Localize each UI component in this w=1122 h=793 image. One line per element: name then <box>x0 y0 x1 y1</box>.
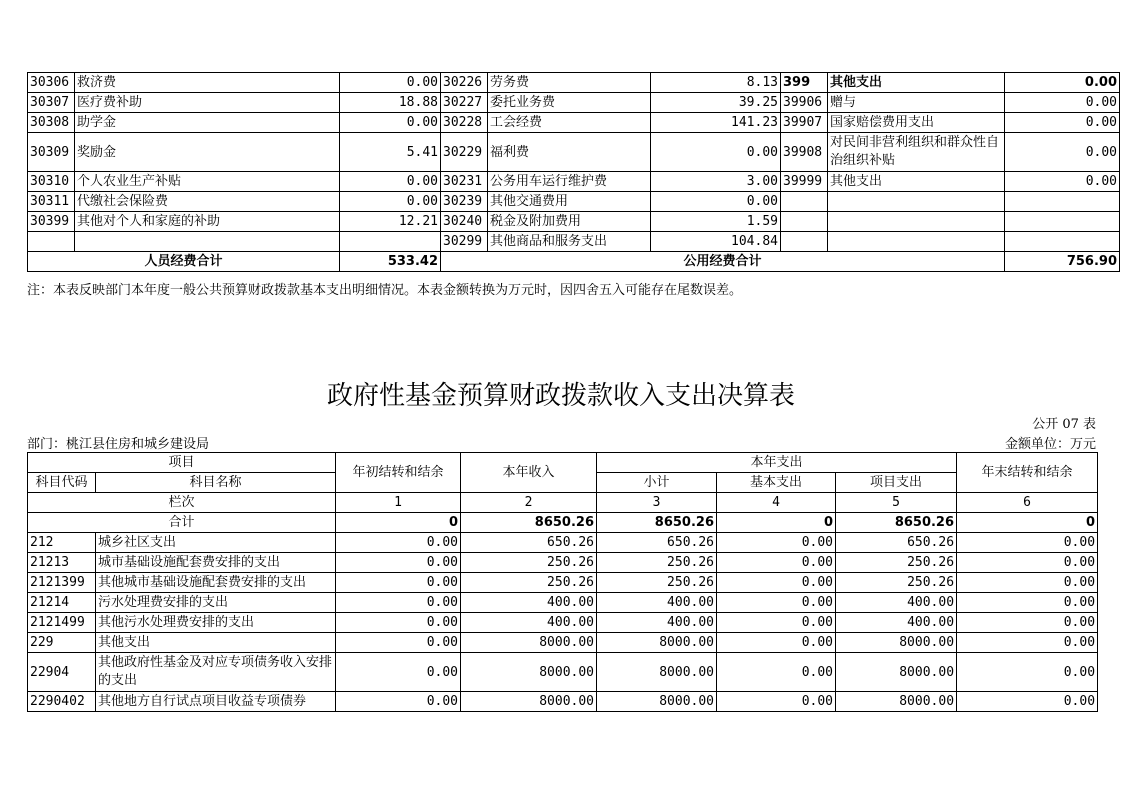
cell-amount: 0.00 <box>1005 133 1120 172</box>
cell-project: 250.26 <box>836 573 957 593</box>
cell-code: 30310 <box>28 172 75 192</box>
cell-basic: 0.00 <box>717 593 836 613</box>
header-closing: 年末结转和结余 <box>957 453 1098 493</box>
table-row <box>28 113 1120 133</box>
cell-name: 其他商品和服务支出 <box>488 232 651 252</box>
header-project: 项目支出 <box>836 473 957 493</box>
column-number-row <box>28 493 1098 513</box>
personnel-total-value: 533.42 <box>340 252 441 272</box>
cell-amount: 18.88 <box>340 93 441 113</box>
cell-basic: 0.00 <box>717 653 836 692</box>
table-row <box>28 653 1098 692</box>
cell-income: 8000.00 <box>461 653 597 692</box>
cell-name: 其他对个人和家庭的补助 <box>75 212 340 232</box>
cell-name: 其他交通费用 <box>488 192 651 212</box>
cell-name: 其他污水处理费安排的支出 <box>96 613 336 633</box>
cell-code: 2121499 <box>28 613 96 633</box>
cell-name <box>828 232 1005 252</box>
cell-amount: 104.84 <box>651 232 781 252</box>
header-opening: 年初结转和结余 <box>336 453 461 493</box>
cell-basic: 0.00 <box>717 633 836 653</box>
table-note: 注：本表反映部门本年度一般公共预算财政拨款基本支出明细情况。本表金额转换为万元时，因四舍五入可能存在尾数误差。 <box>27 283 743 298</box>
cell-name <box>828 192 1005 212</box>
cell-income: 400.00 <box>461 613 597 633</box>
cell-basic: 0.00 <box>717 553 836 573</box>
cell-name: 其他政府性基金及对应专项债务收入安排的支出 <box>96 653 336 692</box>
grand-total-row <box>28 513 1098 533</box>
cell-name: 公务用车运行维护费 <box>488 172 651 192</box>
cell-name: 国家赔偿费用支出 <box>828 113 1005 133</box>
cell-subtotal: 650.26 <box>597 533 717 553</box>
cell-opening: 0.00 <box>336 692 461 712</box>
cell-code: 39906 <box>781 93 828 113</box>
cell-amount <box>1005 212 1120 232</box>
cell-project: 8000.00 <box>836 653 957 692</box>
cell-subtotal: 8000.00 <box>597 653 717 692</box>
cell-opening: 0.00 <box>336 633 461 653</box>
col-num-5: 5 <box>836 493 957 513</box>
cell-basic: 0.00 <box>717 573 836 593</box>
cell-closing: 0.00 <box>957 653 1098 692</box>
cell-amount: 0.00 <box>340 172 441 192</box>
cell-amount: 141.23 <box>651 113 781 133</box>
public-total-label: 公用经费合计 <box>441 252 1005 272</box>
cell-code <box>781 212 828 232</box>
header-item: 项目 <box>28 453 336 473</box>
cell-name: 对民间非营利组织和群众性自治组织补贴 <box>828 133 1005 172</box>
cell-amount: 0.00 <box>651 192 781 212</box>
expense-total-row <box>28 252 1120 272</box>
cell-code: 399 <box>781 73 828 93</box>
basic-expense-detail-table <box>27 72 1120 272</box>
total-basic: 0 <box>717 513 836 533</box>
cell-amount <box>1005 232 1120 252</box>
cell-code: 30229 <box>441 133 488 172</box>
cell-basic: 0.00 <box>717 533 836 553</box>
col-num-3: 3 <box>597 493 717 513</box>
public-total-value: 756.90 <box>1005 252 1120 272</box>
cell-code: 30399 <box>28 212 75 232</box>
cell-code <box>781 192 828 212</box>
header-row-1 <box>28 453 1098 473</box>
cell-name: 其他城市基础设施配套费安排的支出 <box>96 573 336 593</box>
cell-code: 22904 <box>28 653 96 692</box>
table-code: 公开 07 表 <box>1032 417 1096 432</box>
cell-name: 奖励金 <box>75 133 340 172</box>
cell-basic: 0.00 <box>717 613 836 633</box>
cell-income: 650.26 <box>461 533 597 553</box>
cell-amount: 39.25 <box>651 93 781 113</box>
cell-name: 污水处理费安排的支出 <box>96 593 336 613</box>
cell-code: 30299 <box>441 232 488 252</box>
header-income: 本年收入 <box>461 453 597 493</box>
col-num-2: 2 <box>461 493 597 513</box>
cell-name: 个人农业生产补贴 <box>75 172 340 192</box>
header-basic: 基本支出 <box>717 473 836 493</box>
total-project: 8650.26 <box>836 513 957 533</box>
total-opening: 0 <box>336 513 461 533</box>
cell-subtotal: 250.26 <box>597 553 717 573</box>
cell-opening: 0.00 <box>336 533 461 553</box>
cell-subtotal: 8000.00 <box>597 692 717 712</box>
header-subject-name: 科目名称 <box>96 473 336 493</box>
cell-closing: 0.00 <box>957 613 1098 633</box>
cell-amount: 0.00 <box>1005 172 1120 192</box>
cell-project: 250.26 <box>836 553 957 573</box>
cell-code <box>781 232 828 252</box>
cell-project: 400.00 <box>836 613 957 633</box>
cell-closing: 0.00 <box>957 553 1098 573</box>
cell-name: 委托业务费 <box>488 93 651 113</box>
cell-subtotal: 8000.00 <box>597 633 717 653</box>
cell-amount: 12.21 <box>340 212 441 232</box>
cell-amount: 0.00 <box>1005 93 1120 113</box>
table-row <box>28 93 1120 113</box>
cell-subtotal: 400.00 <box>597 613 717 633</box>
table-row <box>28 212 1120 232</box>
cell-income: 250.26 <box>461 553 597 573</box>
cell-code: 2121399 <box>28 573 96 593</box>
cell-amount: 3.00 <box>651 172 781 192</box>
cell-name: 其他支出 <box>828 172 1005 192</box>
basic-expense-detail-body <box>28 73 1120 252</box>
cell-name: 税金及附加费用 <box>488 212 651 232</box>
cell-income: 250.26 <box>461 573 597 593</box>
cell-name: 城市基础设施配套费安排的支出 <box>96 553 336 573</box>
table-row <box>28 593 1098 613</box>
cell-name: 其他地方自行试点项目收益专项债券 <box>96 692 336 712</box>
department-label: 部门：桃江县住房和城乡建设局 <box>27 437 210 452</box>
cell-name: 福利费 <box>488 133 651 172</box>
cell-opening: 0.00 <box>336 653 461 692</box>
table-row <box>28 573 1098 593</box>
grand-total-label: 合计 <box>28 513 336 533</box>
cell-project: 400.00 <box>836 593 957 613</box>
cell-code: 30228 <box>441 113 488 133</box>
cell-code: 30307 <box>28 93 75 113</box>
cell-name: 救济费 <box>75 73 340 93</box>
cell-opening: 0.00 <box>336 593 461 613</box>
cell-closing: 0.00 <box>957 533 1098 553</box>
cell-income: 400.00 <box>461 593 597 613</box>
cell-code: 39908 <box>781 133 828 172</box>
table-row <box>28 133 1120 172</box>
cell-code: 229 <box>28 633 96 653</box>
fund-budget-table <box>27 452 1098 712</box>
cell-subtotal: 250.26 <box>597 573 717 593</box>
cell-code: 39907 <box>781 113 828 133</box>
cell-amount: 0.00 <box>340 73 441 93</box>
cell-opening: 0.00 <box>336 573 461 593</box>
cell-name: 工会经费 <box>488 113 651 133</box>
cell-code: 30308 <box>28 113 75 133</box>
header-subtotal: 小计 <box>597 473 717 493</box>
cell-name: 医疗费补助 <box>75 93 340 113</box>
cell-closing: 0.00 <box>957 692 1098 712</box>
cell-code: 39999 <box>781 172 828 192</box>
cell-amount: 8.13 <box>651 73 781 93</box>
cell-name: 代缴社会保险费 <box>75 192 340 212</box>
cell-name: 劳务费 <box>488 73 651 93</box>
table-row <box>28 692 1098 712</box>
cell-name <box>828 212 1005 232</box>
cell-closing: 0.00 <box>957 593 1098 613</box>
cell-name: 助学金 <box>75 113 340 133</box>
cell-name: 城乡社区支出 <box>96 533 336 553</box>
table-row <box>28 553 1098 573</box>
col-num-4: 4 <box>717 493 836 513</box>
cell-amount: 1.59 <box>651 212 781 232</box>
cell-code: 30306 <box>28 73 75 93</box>
table-row <box>28 73 1120 93</box>
cell-code: 30239 <box>441 192 488 212</box>
total-closing: 0 <box>957 513 1098 533</box>
table-row <box>28 633 1098 653</box>
cell-opening: 0.00 <box>336 613 461 633</box>
cell-code: 2290402 <box>28 692 96 712</box>
cell-code: 30227 <box>441 93 488 113</box>
cell-amount <box>1005 192 1120 212</box>
amount-unit-label: 金额单位：万元 <box>1004 437 1096 452</box>
table-row <box>28 172 1120 192</box>
cell-income: 8000.00 <box>461 692 597 712</box>
cell-code: 30240 <box>441 212 488 232</box>
cell-code: 30226 <box>441 73 488 93</box>
cell-income: 8000.00 <box>461 633 597 653</box>
cell-project: 8000.00 <box>836 633 957 653</box>
cell-name: 赠与 <box>828 93 1005 113</box>
cell-name: 其他支出 <box>828 73 1005 93</box>
cell-project: 8000.00 <box>836 692 957 712</box>
cell-closing: 0.00 <box>957 633 1098 653</box>
cell-project: 650.26 <box>836 533 957 553</box>
cell-name: 其他支出 <box>96 633 336 653</box>
table-row <box>28 232 1120 252</box>
column-label: 栏次 <box>28 493 336 513</box>
table-row <box>28 613 1098 633</box>
cell-amount: 0.00 <box>1005 113 1120 133</box>
col-num-6: 6 <box>957 493 1098 513</box>
personnel-total-label: 人员经费合计 <box>28 252 340 272</box>
cell-code: 30311 <box>28 192 75 212</box>
cell-closing: 0.00 <box>957 573 1098 593</box>
cell-code: 212 <box>28 533 96 553</box>
cell-subtotal: 400.00 <box>597 593 717 613</box>
total-income: 8650.26 <box>461 513 597 533</box>
total-subtotal: 8650.26 <box>597 513 717 533</box>
cell-amount: 5.41 <box>340 133 441 172</box>
cell-basic: 0.00 <box>717 692 836 712</box>
cell-amount: 0.00 <box>651 133 781 172</box>
cell-code: 21214 <box>28 593 96 613</box>
table-row <box>28 192 1120 212</box>
cell-code <box>28 232 75 252</box>
col-num-1: 1 <box>336 493 461 513</box>
cell-code: 30309 <box>28 133 75 172</box>
fund-budget-body <box>28 533 1098 712</box>
cell-opening: 0.00 <box>336 553 461 573</box>
page-title: 政府性基金预算财政拨款收入支出决算表 <box>326 381 795 411</box>
cell-code: 21213 <box>28 553 96 573</box>
cell-name <box>75 232 340 252</box>
header-expense: 本年支出 <box>597 453 957 473</box>
cell-code: 30231 <box>441 172 488 192</box>
table-row <box>28 533 1098 553</box>
cell-amount: 0.00 <box>340 192 441 212</box>
cell-amount <box>340 232 441 252</box>
header-subject-code: 科目代码 <box>28 473 96 493</box>
cell-amount: 0.00 <box>340 113 441 133</box>
cell-amount: 0.00 <box>1005 73 1120 93</box>
